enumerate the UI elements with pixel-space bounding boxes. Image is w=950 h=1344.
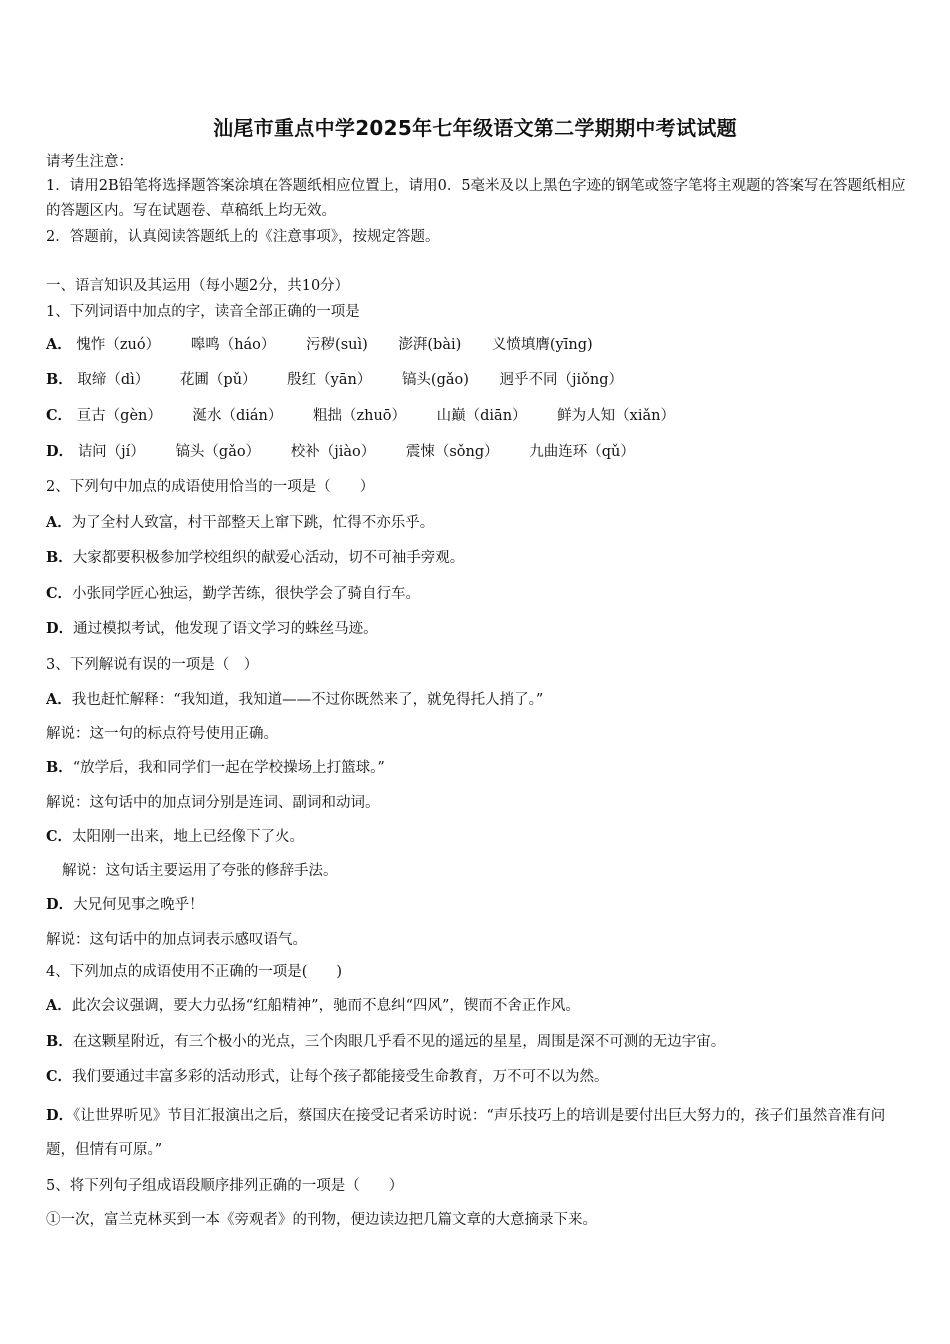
q2-option-b <box>46 548 464 568</box>
word-item: 殷红（yān） <box>287 372 372 388</box>
q3-explanation-c: 解说：这句话主要运用了夸张的修辞手法。 <box>62 863 338 879</box>
option-text: 大家都要积极参加学校组织的献爱心活动，切不可袖手旁观。 <box>72 550 465 566</box>
notice-item-1: 1．请用2B铅笔将选择题答案涂填在答题纸相应位置上，请用0．5毫米及以上黑色字迹的钢笔或签字笔将主观题的答案写在答题纸相应的答题区内。写在试题卷、草稿纸上均无效。 <box>46 178 906 219</box>
q2-stem: 2、下列句中加点的成语使用恰当的一项是（ ） <box>46 479 375 495</box>
word-item: 迥乎不同（jiǒng） <box>499 372 624 388</box>
q4-stem: 4、下列加点的成语使用不正确的一项是( ) <box>46 964 343 980</box>
option-text: “放学后，我和同学们一起在学校操场上打篮球。” <box>72 760 385 776</box>
option-label: B． <box>46 549 73 566</box>
q1-option-a <box>46 335 619 355</box>
q4-option-d <box>46 1099 906 1167</box>
page-title: 汕尾市重点中学2025年七年级语文第二学期期中考试试题 <box>213 116 737 140</box>
notice-heading: 请考生注意： <box>46 154 133 170</box>
word-item: 嗥鸣（háo） <box>190 337 276 353</box>
option-text: 为了全村人致富，村干部整天上窜下跳，忙得不亦乐乎。 <box>71 515 435 531</box>
option-label: C． <box>46 407 73 424</box>
q1-option-c <box>46 406 701 426</box>
q4-option-a <box>46 996 580 1016</box>
option-text: 大兄何见事之晚乎！ <box>73 897 204 913</box>
option-text: 小张同学匠心独运，勤学苦练，很快学会了骑自行车。 <box>72 586 421 602</box>
option-label: C． <box>46 828 73 845</box>
word-item: 取缔（dì） <box>77 372 150 388</box>
word-item: 震悚（sǒng） <box>405 444 499 460</box>
option-label: B． <box>46 759 73 776</box>
option-text: 通过模拟考试，他发现了语文学习的蛛丝马迹。 <box>73 621 378 637</box>
option-text: 我也赶忙解释：“我知道，我知道——不过你既然来了，就免得托人捎了。” <box>71 692 544 708</box>
word-item: 澎湃(bài) <box>398 337 462 353</box>
q3-option-b <box>46 758 385 778</box>
option-label: D． <box>46 896 74 913</box>
word-item: 九曲连环（qǔ） <box>529 444 635 460</box>
q3-option-a <box>46 690 543 710</box>
option-text: 我们要通过丰富多彩的活动形式，让每个孩子都能接受生命教育，万不可不以为然。 <box>72 1069 609 1085</box>
option-text: 太阳刚一出来，地上已经像下了火。 <box>72 829 305 845</box>
option-label: C． <box>46 1068 73 1085</box>
word-item: 山巅（diān） <box>436 408 527 424</box>
q4-option-c <box>46 1067 609 1087</box>
word-item: 涎水（dián） <box>192 408 283 424</box>
word-item: 花圃（pǔ） <box>179 372 257 388</box>
word-item: 校补（jiào） <box>290 444 376 460</box>
q2-option-d <box>46 619 378 639</box>
option-label: C． <box>46 585 73 602</box>
option-label: D． <box>46 1107 74 1124</box>
q2-option-c <box>46 584 420 604</box>
q1-option-b <box>46 370 649 390</box>
word-item: 亘古（gèn） <box>76 408 162 424</box>
q1-stem: 1、下列词语中加点的字，读音全部正确的一项是 <box>46 304 360 320</box>
q3-option-d <box>46 895 204 915</box>
option-text: 《让世界听见》节目汇报演出之后，蔡国庆在接受记者采访时说：“声乐技巧上的培训是要付出巨大努力的，孩子们虽然音准有问题，但情有可原。” <box>46 1108 886 1158</box>
option-label: A． <box>46 691 72 708</box>
q3-explanation-a: 解说：这一句的标点符号使用正确。 <box>46 726 278 742</box>
q5-sentence-1: ①一次，富兰克林买到一本《旁观者》的刊物，便边读边把几篇文章的大意摘录下来。 <box>46 1212 597 1228</box>
option-label: B． <box>46 1033 73 1050</box>
word-item: 污秽(suì) <box>306 337 368 353</box>
word-item: 义愤填膺(yīng) <box>491 337 593 353</box>
word-item: 镐头（gǎo） <box>175 444 261 460</box>
option-label: A． <box>46 997 72 1014</box>
option-label: A． <box>46 336 72 353</box>
q3-option-c <box>46 827 304 847</box>
q4-option-b <box>46 1032 725 1052</box>
section-heading: 一、语言知识及其运用（每小题2分，共10分） <box>46 278 350 294</box>
q5-stem: 5、将下列句子组成语段顺序排列正确的一项是（ ） <box>46 1178 404 1194</box>
notice-item-2: 2．答题前，认真阅读答题纸上的《注意事项》，按规定答题。 <box>46 229 440 245</box>
q3-explanation-d: 解说：这句话中的加点词表示感叹语气。 <box>46 932 307 948</box>
option-label: D． <box>46 443 74 460</box>
word-item: 诘问（jí） <box>77 444 145 460</box>
option-label: B． <box>46 371 73 388</box>
word-item: 粗拙（zhuō） <box>312 408 407 424</box>
word-item: 鲜为人知（xiǎn） <box>557 408 675 424</box>
option-label: D． <box>46 620 74 637</box>
word-item: 愧怍（zuó） <box>76 337 161 353</box>
q3-stem: 3、下列解说有误的一项是（ ） <box>46 657 259 673</box>
q1-option-d <box>46 442 661 462</box>
option-label: A． <box>46 514 72 531</box>
q3-explanation-b: 解说：这句话中的加点词分别是连词、副词和动词。 <box>46 795 380 811</box>
q2-option-a <box>46 513 434 533</box>
option-text: 在这颗星附近，有三个极小的光点，三个肉眼几乎看不见的遥远的星星，周围是深不可测的无边宇宙。 <box>72 1034 726 1050</box>
option-text: 此次会议强调，要大力弘扬“红船精神”，驰而不息纠“四风”，锲而不舍正作风。 <box>71 998 580 1014</box>
word-item: 镐头(gǎo) <box>401 372 469 388</box>
